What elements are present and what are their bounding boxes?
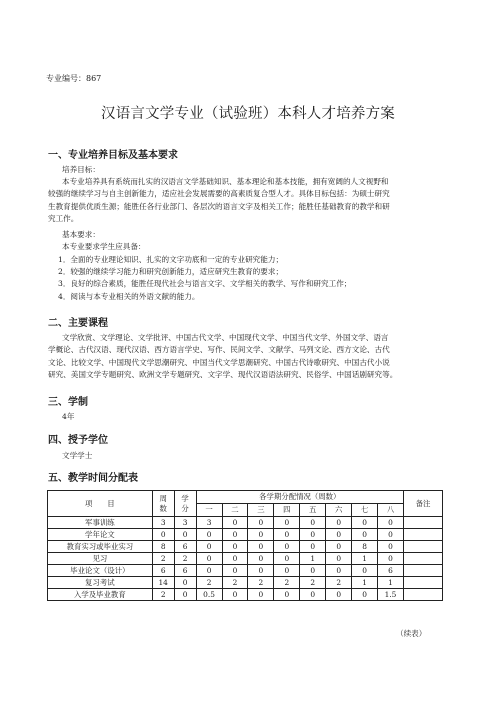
row-semester-value: 0 — [222, 553, 248, 565]
row-item-name: 入学及毕业教育 — [48, 589, 153, 601]
row-semester-value: 0 — [300, 541, 326, 553]
row-remark — [403, 517, 442, 529]
row-semester-value: 0 — [352, 529, 378, 541]
row-semester-value: 0 — [326, 565, 352, 577]
row-semester-value: 0 — [274, 553, 300, 565]
row-semester-value: 0 — [274, 541, 300, 553]
row-semester-value: 2 — [222, 577, 248, 589]
section-heading-schedule: 五、教学时间分配表 — [48, 473, 138, 484]
row-semester-value: 0 — [378, 517, 404, 529]
row-semester-value: 0 — [248, 553, 274, 565]
courses-paragraph — [48, 332, 442, 381]
duration-value: 4年 — [62, 412, 75, 421]
row-weeks: 8 — [152, 541, 174, 553]
requirement-item: 1．全面的专业理论知识、扎实的文字功底和一定的专业研究能力； — [58, 255, 284, 264]
row-semester-value: 0 — [326, 553, 352, 565]
row-semester-value: 0 — [378, 529, 404, 541]
row-semester-value: 0 — [352, 517, 378, 529]
row-remark — [403, 541, 442, 553]
row-remark — [403, 577, 442, 589]
row-weeks: 14 — [152, 577, 174, 589]
table-row — [48, 541, 443, 553]
table-row — [48, 577, 443, 589]
row-semester-value: 0 — [378, 541, 404, 553]
row-credits: 2 — [174, 553, 196, 565]
row-semester-value: 0 — [274, 517, 300, 529]
row-weeks: 2 — [152, 589, 174, 601]
goals-label: 培养目标： — [62, 165, 100, 174]
row-semester-value: 0 — [196, 553, 222, 565]
row-remark — [403, 589, 442, 601]
row-semester-value: 0 — [222, 529, 248, 541]
requirement-item: 3．良好的综合素质，能胜任现代社会与语言文字、文学相关的教学、写作和研究工作； — [58, 279, 352, 289]
continued-note: （续表） — [396, 629, 427, 638]
requirements-list — [58, 254, 438, 303]
goals-paragraph — [48, 176, 442, 225]
requirements-block — [62, 229, 442, 253]
requirements-intro: 本专业要求学生应具备： — [62, 242, 146, 252]
row-semester-value: 0 — [300, 589, 326, 601]
header-credits: 学 分 — [174, 491, 196, 517]
goals-line: 究工作。 — [48, 213, 79, 223]
row-credits: 0 — [174, 577, 196, 589]
row-semester-value: 0 — [352, 565, 378, 577]
header-semester: 八 — [378, 504, 404, 517]
row-semester-value: 0 — [300, 565, 326, 577]
row-semester-value: 0 — [222, 589, 248, 601]
goals-line: 生教育提供优质生源；能胜任各行业部门、各层次的语言文字及相关工作；能胜任基础教育的教学和研 — [48, 201, 390, 211]
header-semester: 二 — [222, 504, 248, 517]
header-weeks: 周 数 — [152, 491, 174, 517]
row-semester-value: 1 — [378, 577, 404, 589]
row-item-name: 毕业论文（设计） — [48, 565, 153, 577]
row-weeks: 0 — [152, 529, 174, 541]
section-heading-courses: 二、主要课程 — [48, 318, 108, 329]
header-semester-group: 各学期分配情况（周数） — [196, 491, 403, 504]
degree-value: 文学学士 — [62, 451, 93, 460]
section-heading-duration: 三、学制 — [48, 397, 88, 408]
row-semester-value: 0 — [300, 517, 326, 529]
row-remark — [403, 529, 442, 541]
header-semester: 六 — [326, 504, 352, 517]
row-semester-value: 0 — [326, 541, 352, 553]
table-row — [48, 517, 443, 529]
courses-line: 文论、比较文学、中国现代文学思潮研究、中国当代文学思潮研究、中国古代诗歌研究、中国古代小说 — [48, 357, 390, 367]
row-semester-value: 6 — [378, 565, 404, 577]
row-semester-value: 0 — [222, 565, 248, 577]
row-semester-value: 0 — [274, 529, 300, 541]
row-credits: 0 — [174, 589, 196, 601]
program-code: 专业编号：867 — [46, 74, 102, 83]
header-semester: 七 — [352, 504, 378, 517]
row-semester-value: 2 — [274, 577, 300, 589]
row-semester-value: 0 — [248, 541, 274, 553]
courses-line: 研究、美国文学专题研究、欧洲文学专题研究、文字学、现代汉语语法研究、民俗学、中国话剧研究等。 — [48, 369, 398, 379]
row-semester-value: 0 — [196, 541, 222, 553]
row-semester-value: 3 — [196, 517, 222, 529]
row-semester-value: 0 — [196, 529, 222, 541]
requirement-item: 4．阅读与本专业相关的外语文献的能力。 — [58, 291, 200, 301]
header-semester: 三 — [248, 504, 274, 517]
goals-line: 较强的继续学习与自主创新能力，适应社会发展需要的高素质复合型人才。具体目标包括：为硕士研究 — [48, 189, 390, 199]
header-semester: 五 — [300, 504, 326, 517]
row-remark — [403, 553, 442, 565]
courses-line: 文学欣赏、文学理论、文学批评、中国古代文学、中国现代文学、中国当代文学、外国文学、语言 — [62, 333, 389, 342]
row-semester-value: 0 — [274, 565, 300, 577]
row-semester-value: 0 — [248, 529, 274, 541]
row-remark — [403, 565, 442, 577]
requirements-label: 基本要求： — [62, 230, 100, 239]
row-semester-value: 0 — [326, 589, 352, 601]
row-credits: 6 — [174, 565, 196, 577]
row-item-name: 教育实习或毕业实习 — [48, 541, 153, 553]
row-semester-value: 1 — [352, 577, 378, 589]
row-semester-value: 0 — [222, 517, 248, 529]
row-weeks: 2 — [152, 553, 174, 565]
row-credits: 3 — [174, 517, 196, 529]
header-semester: 一 — [196, 504, 222, 517]
row-weeks: 6 — [152, 565, 174, 577]
row-semester-value: 8 — [352, 541, 378, 553]
courses-line: 学概论、古代汉语、现代汉语、西方语言学史、写作、民间文学、文献学、马列文论、西方文论、古代 — [48, 345, 390, 355]
row-semester-value: 0.5 — [196, 589, 222, 601]
header-semester: 四 — [274, 504, 300, 517]
header-remark: 备注 — [403, 491, 442, 517]
row-semester-value: 2 — [326, 577, 352, 589]
row-weeks: 3 — [152, 517, 174, 529]
row-item-name: 复习考试 — [48, 577, 153, 589]
row-semester-value: 0 — [300, 529, 326, 541]
row-semester-value: 0 — [248, 565, 274, 577]
row-semester-value: 0 — [222, 541, 248, 553]
goals-line: 本专业培养具有系统而扎实的汉语言文学基础知识、基本理论和基本技能，拥有宽阔的人文视野和 — [62, 177, 389, 186]
row-semester-value: 2 — [196, 577, 222, 589]
row-semester-value: 1 — [300, 553, 326, 565]
row-semester-value: 0 — [248, 517, 274, 529]
row-semester-value: 0 — [352, 589, 378, 601]
row-semester-value: 0 — [378, 553, 404, 565]
row-semester-value: 2 — [248, 577, 274, 589]
table-row — [48, 529, 443, 541]
table-row — [48, 589, 443, 601]
row-semester-value: 0 — [326, 517, 352, 529]
section-heading-degree: 四、授予学位 — [48, 435, 108, 446]
table-row — [48, 553, 443, 565]
row-semester-value: 0 — [326, 529, 352, 541]
table-header-row — [48, 491, 443, 504]
row-semester-value: 1 — [352, 553, 378, 565]
row-credits: 0 — [174, 529, 196, 541]
page-title: 汉语言文学专业（试验班）本科人才培养方案 — [101, 106, 395, 122]
row-semester-value: 0 — [274, 589, 300, 601]
requirement-item: 2．较强的继续学习能力和研究创新能力，适应研究生教育的要求； — [58, 267, 284, 277]
row-item-name: 见习 — [48, 553, 153, 565]
row-semester-value: 1.5 — [378, 589, 404, 601]
row-item-name: 军事训练 — [48, 517, 153, 529]
row-credits: 6 — [174, 541, 196, 553]
section-heading-goals: 一、专业培养目标及基本要求 — [48, 150, 178, 161]
table-row — [48, 565, 443, 577]
header-item: 项 目 — [48, 491, 153, 517]
schedule-table-body — [48, 517, 443, 601]
schedule-table — [47, 490, 443, 601]
row-item-name: 学年论文 — [48, 529, 153, 541]
row-semester-value: 2 — [300, 577, 326, 589]
row-semester-value: 0 — [196, 565, 222, 577]
row-semester-value: 0 — [248, 589, 274, 601]
